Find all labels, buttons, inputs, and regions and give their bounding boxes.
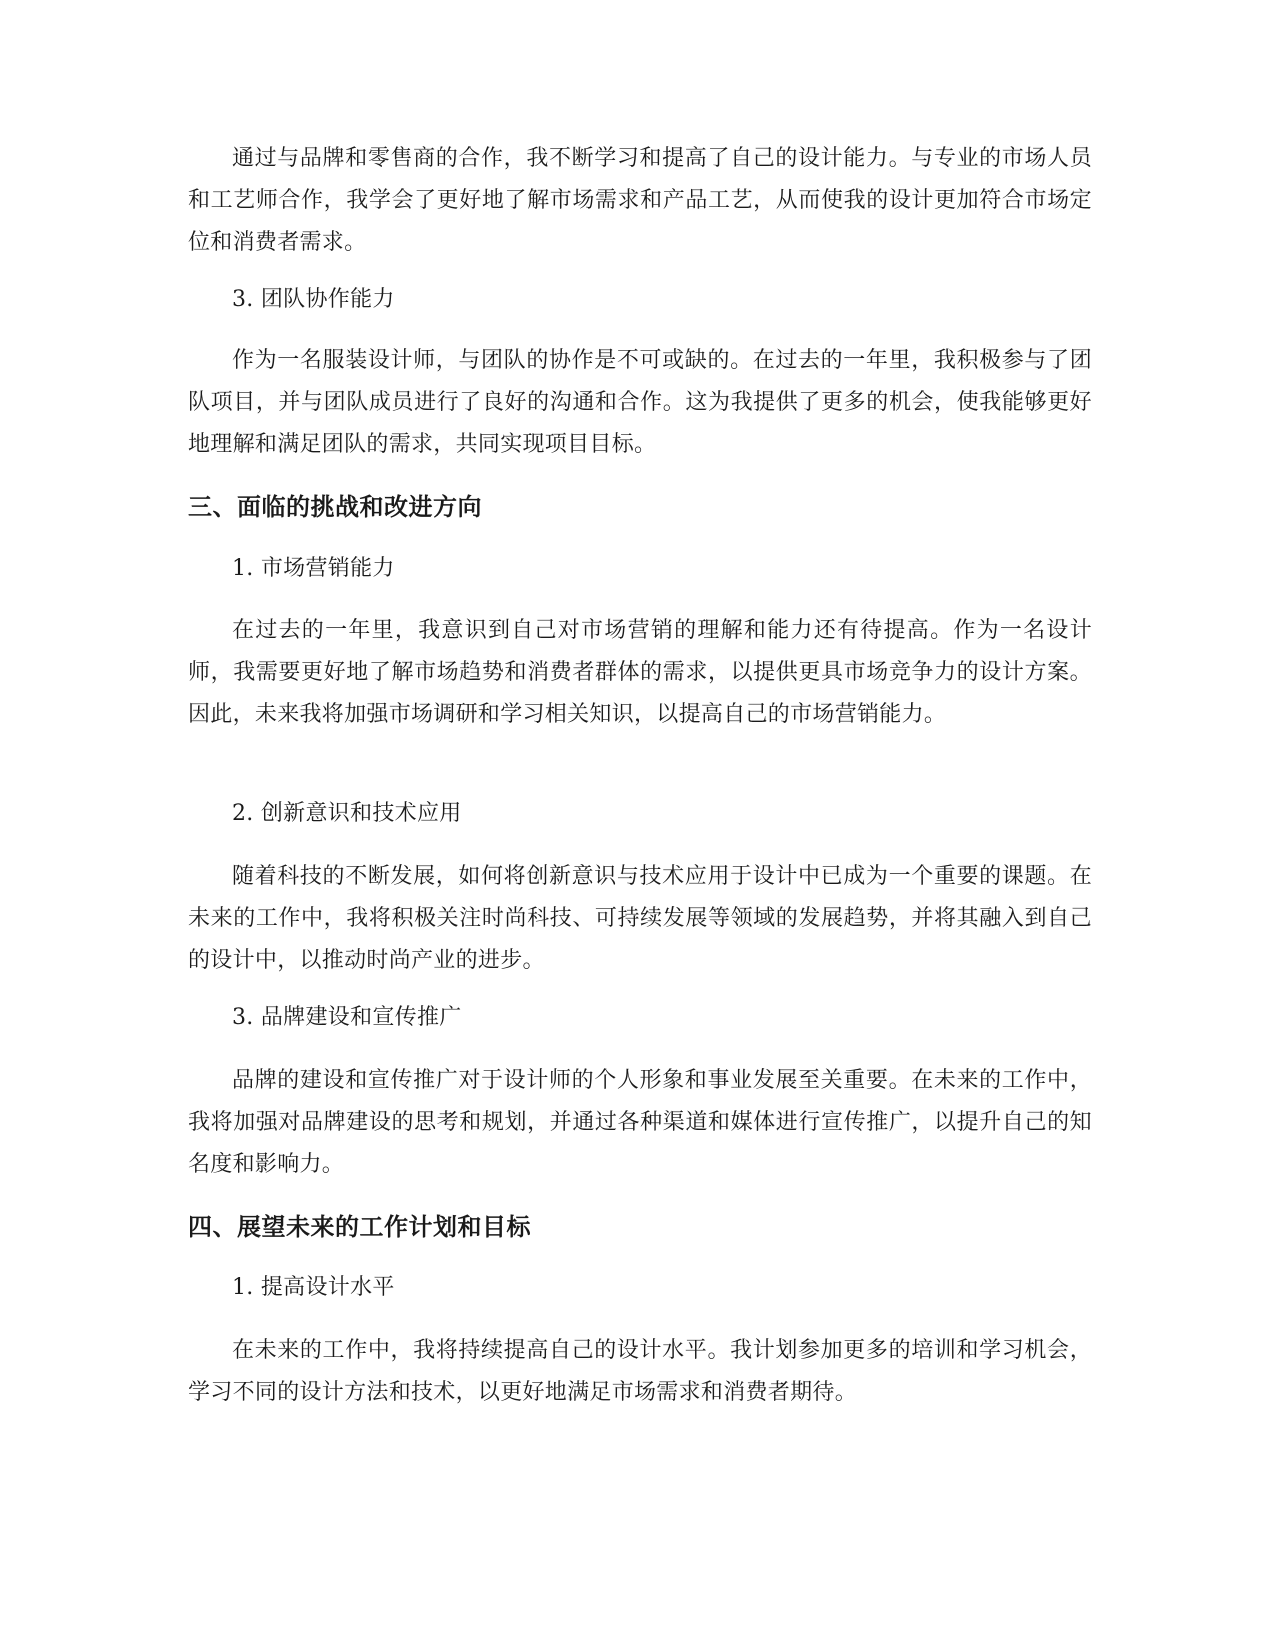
item-branding: 3. 品牌建设和宣传推广 — [232, 1005, 462, 1030]
item-innovation: 2. 创新意识和技术应用 — [232, 801, 462, 826]
paragraph-teamwork: 作为一名服装设计师，与团队的协作是不可或缺的。在过去的一年里，我积极参与了团队项目，并与团队成员进行了良好的沟通和合作。这为我提供了更多的机会，使我能够更好地理解和满足团队的需求，共同实现项目目标。 — [188, 348, 1092, 457]
paragraph-design-ability: 通过与品牌和零售商的合作，我不断学习和提高了自己的设计能力。与专业的市场人员和工艺师合作，我学会了更好地了解市场需求和产品工艺，从而使我的设计更加符合市场定位和消费者需求。 — [188, 146, 1092, 255]
item-design-level: 1. 提高设计水平 — [232, 1275, 395, 1300]
paragraph-design-level: 在未来的工作中，我将持续提高自己的设计水平。我计划参加更多的培训和学习机会，学习不同的设计方法和技术，以更好地满足市场需求和消费者期待。 — [188, 1338, 1092, 1405]
item-teamwork: 3. 团队协作能力 — [232, 287, 395, 312]
paragraph-innovation: 随着科技的不断发展，如何将创新意识与技术应用于设计中已成为一个重要的课题。在未来的工作中，我将积极关注时尚科技、可持续发展等领域的发展趋势，并将其融入到自己的设计中，以推动时尚产业的进步。 — [188, 864, 1092, 973]
paragraph-branding: 品牌的建设和宣传推广对于设计师的个人形象和事业发展至关重要。在未来的工作中，我将加强对品牌建设的思考和规划，并通过各种渠道和媒体进行宣传推广，以提升自己的知名度和影响力。 — [188, 1068, 1092, 1177]
paragraph-marketing: 在过去的一年里，我意识到自己对市场营销的理解和能力还有待提高。作为一名设计师，我需要更好地了解市场趋势和消费者群体的需求，以提供更具市场竞争力的设计方案。因此，未来我将加强市场调研和学习相关知识，以提高自己的市场营销能力。 — [188, 618, 1092, 727]
section-4-heading: 四、展望未来的工作计划和目标 — [188, 1213, 531, 1241]
section-3-heading: 三、面临的挑战和改进方向 — [188, 493, 482, 521]
item-marketing: 1. 市场营销能力 — [232, 556, 395, 581]
